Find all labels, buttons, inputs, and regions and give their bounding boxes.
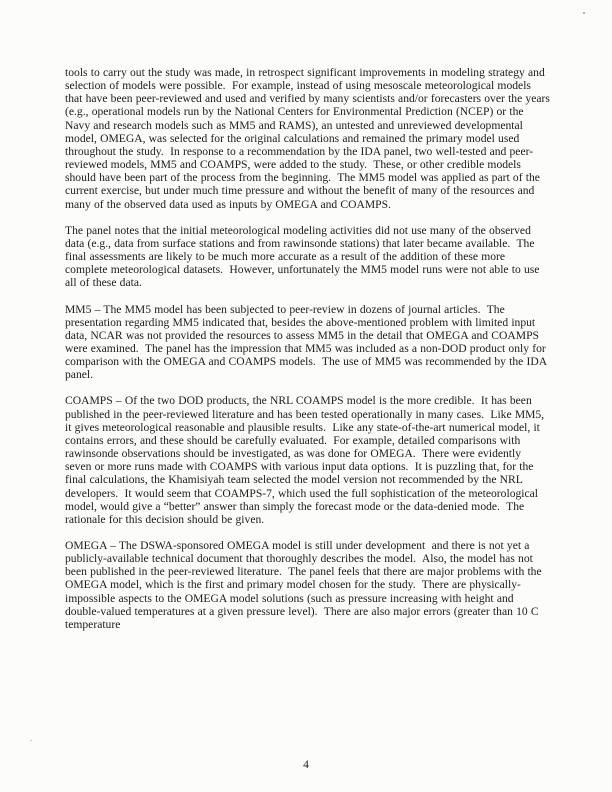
paragraph-omega: OMEGA – The DSWA-sponsored OMEGA model is still under development and there is not yet a publicly-available technical document that thoroughly describes the model. Also, the model has not been published in the peer-reviewed literature. The panel feels that there are major problems with the OMEGA model, which is the first and primary model chosen for the study. There are physically-impossible aspects to the OMEGA model solutions (such as pressure increasing with height and double-valued temperatures at a given pressure level). There are also major errors (greater than 10 C temperature — [65, 539, 545, 631]
page-number: 4 — [303, 758, 309, 771]
scan-artifact-dot — [583, 12, 585, 14]
paragraph-mm5: MM5 – The MM5 model has been subjected to peer-review in dozens of journal articles. The presentation regarding MM5 indicated that, besides the above-mentioned problem with limited input data, NCAR was not provided the resources to assess MM5 in the detail that OMEGA and COAMPS were examined. The panel has the impression that MM5 was included as a non-DOD product only for comparison with the OMEGA and COAMPS models. The use of MM5 was recommended by the IDA panel. — [65, 302, 550, 382]
scan-artifact-dot — [30, 740, 32, 741]
paragraph-panel-notes: The panel notes that the initial meteorological modeling activities did not use many of the observed data (e.g., data from surface stations and from rawinsonde stations) that later became available. The final assessments are likely to be much more accurate as a result of the addition of these more complete meteorological datasets. However, unfortunately the MM5 model runs were not able to use all of these data. — [65, 223, 543, 290]
paragraph-study-tools-intro: tools to carry out the study was made, in retrospect significant improvements in modeling strategy and selection of models were possible. For example, instead of using mesoscale meteorological models that have been peer-reviewed and used and verified by many scientists and/or forecasters over the years (e.g., operational models run by the National Centers for Environmental Prediction (NCEP) or the Navy and research models such as MM5 and RAMS), an untested and unreviewed developmental model, OMEGA, was selected for the original calculations and remained the primary model used throughout the study. In response to a recommendation by the IDA panel, two well-tested and peer-reviewed models, MM5 and COAMPS, were added to the study. These, or other credible models should have been part of the process from the beginning. The MM5 model was applied as part of the current exercise, but under much time pressure and without the benefit of many of the resources and many of the observed data used as inputs by OMEGA and COAMPS. — [65, 66, 554, 211]
paragraph-coamps: COAMPS – Of the two DOD products, the NRL COAMPS model is the more credible. It has been published in the peer-reviewed literature and has been tested operationally in many cases. Like MM5, it gives meteorological reasonable and plausible results. Like any state-of-the-art numerical model, it contains errors, and these should be carefully evaluated. For example, detailed comparisons with rawinsonde observations should be investigated, as was done for OMEGA. There were evidently seven or more runs made with COAMPS with various input data options. It is puzzling that, for the final calculations, the Khamisiyah team selected the model version not recommended by the NRL developers. It would seem that COAMPS-7, which used the full sophistication of the meteorological model, would give a “better” answer than simply the forecast mode or the data-denied mode. The rationale for this decision should be given. — [65, 394, 548, 526]
page-body — [65, 66, 554, 644]
